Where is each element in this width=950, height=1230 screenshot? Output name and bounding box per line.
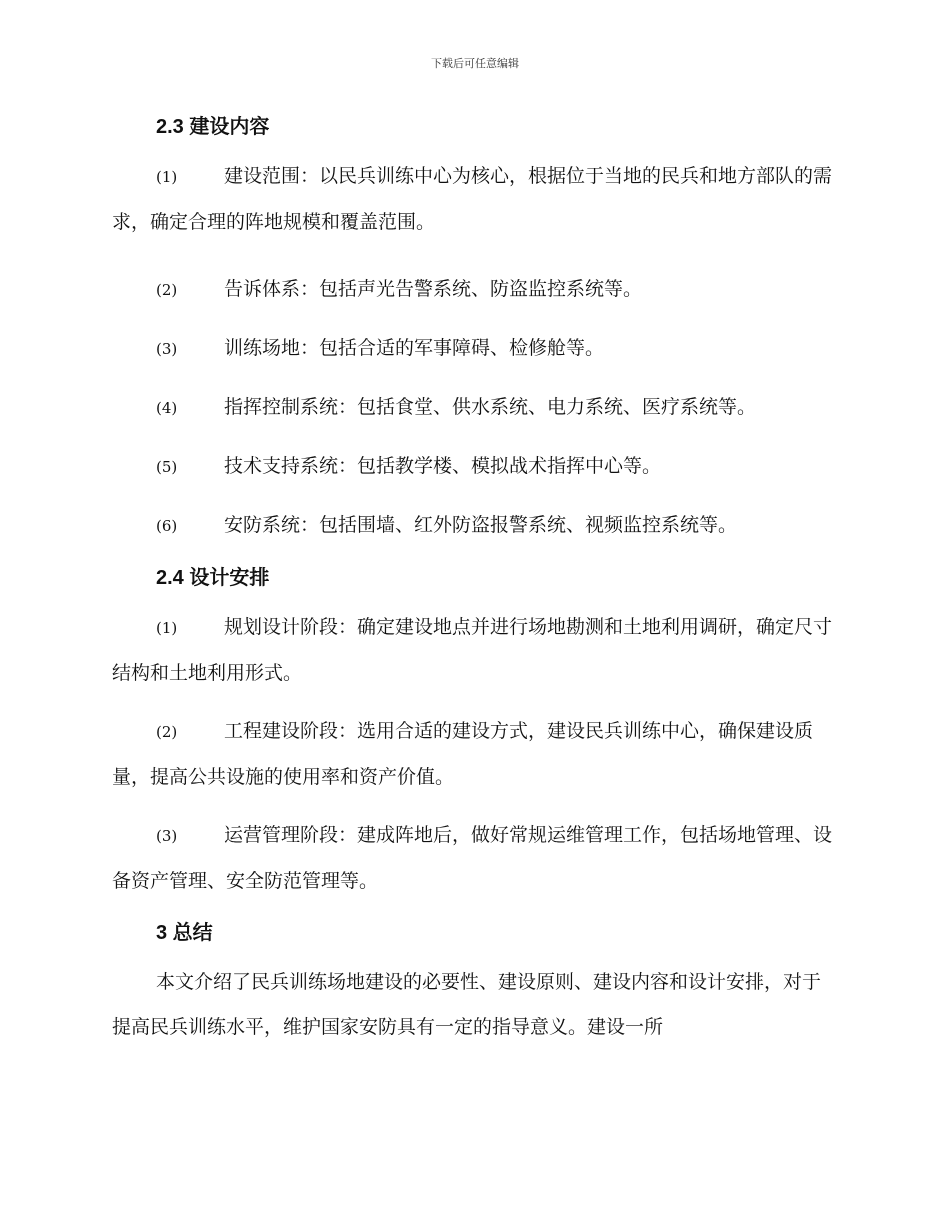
item-text: 运营管理阶段：建成阵地后，做好常规运维管理工作，包括场地管理、设备资产管理、安全防范管理等。 <box>112 824 833 892</box>
section-2-4-heading: 2.4 设计安排 <box>156 567 270 589</box>
item-number: (5) <box>156 458 178 476</box>
list-item <box>112 813 834 904</box>
list-item <box>112 154 834 245</box>
item-number: (2) <box>156 281 178 299</box>
list-item <box>112 709 834 800</box>
item-number: (6) <box>156 517 178 535</box>
item-text: 安防系统：包括围墙、红外防盗报警系统、视频监控系统等。 <box>224 514 738 536</box>
item-text: 工程建设阶段：选用合适的建设方式，建设民兵训练中心，确保建设质量，提高公共设施的使用率和资产价值。 <box>112 720 814 788</box>
list-item <box>112 326 834 372</box>
list-item <box>112 444 834 490</box>
item-text: 技术支持系统：包括教学楼、模拟战术指挥中心等。 <box>224 455 662 477</box>
list-item <box>112 267 834 313</box>
item-number: (1) <box>156 619 178 637</box>
page-header: 下载后可任意编辑 <box>431 57 519 70</box>
item-number: (3) <box>156 340 178 358</box>
list-item <box>112 605 834 696</box>
item-text: 指挥控制系统：包括食堂、供水系统、电力系统、医疗系统等。 <box>224 396 757 418</box>
item-text: 建设范围：以民兵训练中心为核心，根据位于当地的民兵和地方部队的需求，确定合理的阵地规模和覆盖范围。 <box>112 165 833 233</box>
item-number: (1) <box>156 168 178 186</box>
item-text: 训练场地：包括合适的军事障碍、检修舱等。 <box>224 337 605 359</box>
document-body <box>112 112 834 1050</box>
summary-paragraph: 本文介绍了民兵训练场地建设的必要性、建设原则、建设内容和设计安排，对于提高民兵训练水平，维护国家安防具有一定的指导意义。建设一所 <box>112 971 822 1038</box>
item-text: 告诉体系：包括声光告警系统、防盗监控系统等。 <box>224 278 643 300</box>
item-number: (4) <box>156 399 178 417</box>
item-number: (3) <box>156 827 178 845</box>
item-text: 规划设计阶段：确定建设地点并进行场地勘测和土地利用调研，确定尺寸结构和土地利用形式。 <box>112 616 833 684</box>
section-3-heading: 3 总结 <box>156 922 213 944</box>
list-item <box>112 503 834 549</box>
section-2-3-heading: 2.3 建设内容 <box>156 116 270 138</box>
list-item <box>112 385 834 431</box>
item-number: (2) <box>156 723 178 741</box>
